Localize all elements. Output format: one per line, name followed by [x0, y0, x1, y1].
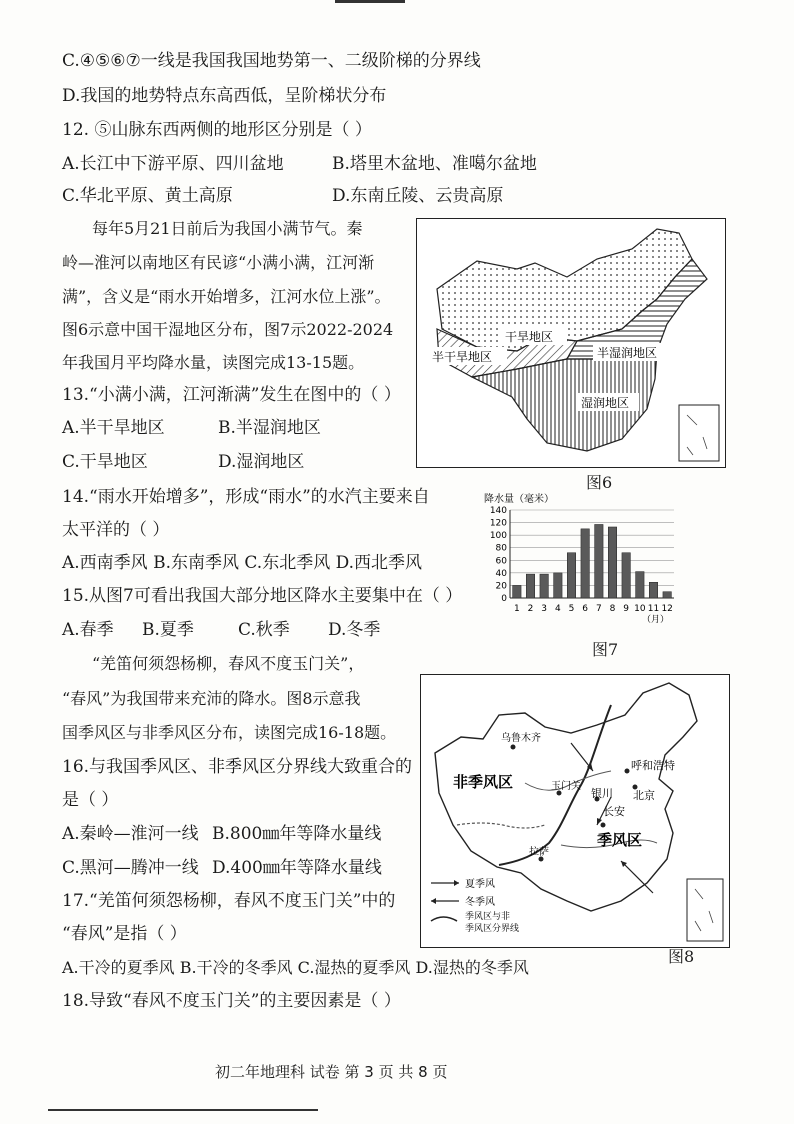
y-tick-label: 60: [495, 556, 507, 567]
south-sea-inset: [687, 879, 723, 941]
q17-options: A.干冷的夏季风 B.干冷的冬季风 C.湿热的夏季风 D.湿热的冬季风: [62, 958, 529, 977]
q16-option-a: A.秦岭—淮河一线: [62, 824, 199, 844]
y-tick-label: 20: [495, 581, 507, 592]
bottom-mark: [48, 1109, 318, 1111]
q13-option-b: B.半湿润地区: [218, 418, 321, 438]
passage-line: 图6示意中国干湿地区分布，图7示2022-2024: [62, 320, 394, 339]
q12-option-a: A.长江中下游平原、四川盆地: [62, 154, 284, 174]
y-tick-label: 100: [489, 531, 507, 542]
passage-line: 每年5月21日前后为我国小满节气。秦: [92, 219, 363, 238]
semiarid-label: 半干旱地区: [432, 350, 493, 364]
option-c-line: C.④⑤⑥⑦一线是我国我国地势第一、二级阶梯的分界线: [62, 51, 481, 71]
poem-line: 国季风区与非季风区分布，读图完成16-18题。: [62, 723, 397, 742]
china-monsoon-map: [421, 675, 729, 947]
x-tick-label: 2: [527, 604, 534, 614]
q15-option-d: D.冬季: [328, 620, 381, 640]
semihumid-label: 半湿润地区: [597, 346, 658, 360]
question-14: 14.“雨水开始增多”，形成“雨水”的水汽主要来自: [62, 487, 430, 507]
x-tick-label: 9: [623, 604, 630, 614]
x-tick-label: 3: [541, 604, 548, 614]
x-tick-label: 5: [568, 604, 575, 614]
china-outline: [435, 683, 697, 911]
arrow-head: [454, 880, 459, 886]
q13-option-a: A.半干旱地区: [62, 418, 165, 438]
bar-month-5: [567, 553, 575, 598]
figure-6-map: [416, 218, 726, 468]
question-16: 16.与我国季风区、非季风区分界线大致重合的: [62, 757, 413, 777]
bar-month-9: [622, 553, 630, 598]
chart-ylabel: 降水量（毫米）: [484, 494, 554, 505]
x-tick-label: 12: [661, 604, 673, 614]
monsoon-label: 季风区: [597, 831, 643, 849]
passage-line: 年我国月平均降水量，读图完成13-15题。: [62, 353, 365, 372]
bar-month-1: [513, 585, 521, 598]
y-tick-label: 140: [489, 506, 507, 516]
q16-option-c: C.黑河—腾冲一线: [62, 858, 199, 878]
figure-7-caption: 图7: [592, 640, 619, 659]
q12-option-c: C.华北平原、黄土高原: [62, 186, 233, 206]
nonmonsoon-label: 非季风区: [453, 773, 514, 791]
top-mark: [335, 0, 405, 3]
q12-option-b: B.塔里木盆地、准噶尔盆地: [332, 154, 537, 174]
city-hohhot: 呼和浩特: [631, 759, 675, 772]
city-dot: [625, 769, 630, 774]
question-14-cont: 太平洋的（ ）: [62, 520, 170, 540]
chart-bars: [513, 524, 672, 598]
x-tick-label: 1: [513, 604, 520, 614]
x-tick-label: 10: [634, 604, 646, 614]
question-15: 15.从图7可看出我国大部分地区降水主要集中在（ ）: [62, 586, 463, 606]
x-tick-label: 4: [554, 604, 561, 614]
y-tick-label: 40: [495, 568, 507, 579]
chart-xlabel: （月）: [642, 615, 670, 625]
chart-yticks: [490, 506, 507, 604]
question-13: 13.“小满小满，江河渐满”发生在图中的（ ）: [62, 385, 401, 405]
passage-line: 岭—淮河以南地区有民谚“小满小满，江河渐: [62, 253, 375, 272]
q14-options: A.西南季风 B.东南季风 C.东北季风 D.西北季风: [62, 553, 423, 573]
bar-month-12: [663, 592, 671, 598]
figure-6-caption: 图6: [586, 473, 613, 492]
figure-8-caption: 图8: [668, 947, 695, 966]
q15-option-a: A.春季: [62, 620, 114, 640]
page-footer: 初二年地理科 试卷 第 3 页 共 8 页: [215, 1063, 448, 1081]
legend-winter-label: 冬季风: [465, 897, 495, 908]
question-17-cont: “春风”是指（ ）: [62, 924, 187, 944]
bar-month-6: [581, 529, 589, 598]
poem-line: “羌笛何须怨杨柳，春风不度玉门关”，: [92, 654, 365, 673]
x-tick-label: 8: [609, 604, 616, 614]
bar-month-7: [595, 524, 603, 598]
arrow-head: [431, 898, 436, 904]
q12-option-d: D.东南丘陵、云贵高原: [332, 186, 504, 206]
question-18: 18.导致“春风不度玉门关”的主要因素是（ ）: [62, 991, 401, 1011]
x-tick-label: 11: [647, 604, 660, 614]
legend-boundary-label-2: 季风区分界线: [465, 924, 520, 934]
q13-option-d: D.湿润地区: [218, 452, 305, 472]
city-beijing: 北京: [633, 789, 655, 802]
option-d-line: D.我国的地势特点东高西低，呈阶梯状分布: [62, 86, 387, 106]
bar-month-3: [540, 574, 548, 598]
arid-label: 干旱地区: [505, 330, 554, 344]
china-dry-wet-map: [417, 219, 725, 467]
bar-month-11: [649, 582, 657, 598]
bar-month-2: [526, 574, 534, 598]
x-tick-label: 6: [582, 604, 589, 614]
question-16-cont: 是（ ）: [62, 790, 119, 810]
question-12: 12. ⑤山脉东西两侧的地形区分别是（ ）: [62, 120, 372, 140]
city-urumqi: 乌鲁木齐: [501, 733, 541, 744]
legend-summer-label: 夏季风: [465, 879, 495, 890]
q15-option-b: B.夏季: [142, 620, 194, 640]
y-tick-label: 80: [495, 543, 507, 554]
bar-month-4: [554, 573, 562, 598]
passage-line: 满”，含义是“雨水开始增多，江河水位上涨”。: [62, 287, 391, 306]
legend-boundary-label: 季风区与非: [465, 912, 511, 922]
city-changan: 长安: [603, 805, 625, 818]
city-lhasa: 拉萨: [529, 847, 549, 858]
question-17: 17.“羌笛何须怨杨柳，春风不度玉门关”中的: [62, 891, 396, 911]
bar-month-8: [608, 527, 616, 598]
city-yinchuan: 银川: [591, 787, 613, 800]
q13-option-c: C.干旱地区: [62, 452, 148, 472]
figure-8-map: [420, 674, 730, 948]
city-dot: [601, 823, 606, 828]
x-tick-label: 7: [595, 604, 602, 614]
bar-month-10: [636, 572, 644, 598]
south-sea-inset: [679, 405, 719, 461]
legend-boundary-symbol: [431, 917, 457, 921]
q15-option-c: C.秋季: [238, 620, 290, 640]
city-dot: [511, 745, 516, 750]
q16-option-d: D.400㎜年等降水量线: [212, 858, 382, 878]
figure-7-chart: [484, 490, 680, 630]
q16-option-b: B.800㎜年等降水量线: [212, 824, 382, 844]
humid-label: 湿润地区: [581, 396, 630, 410]
poem-line: “春风”为我国带来充沛的降水。图8示意我: [62, 689, 361, 708]
chart-xticks: [514, 604, 673, 614]
y-tick-label: 0: [501, 594, 507, 604]
y-tick-label: 120: [489, 518, 507, 529]
city-yumen: 玉门关: [551, 781, 581, 792]
